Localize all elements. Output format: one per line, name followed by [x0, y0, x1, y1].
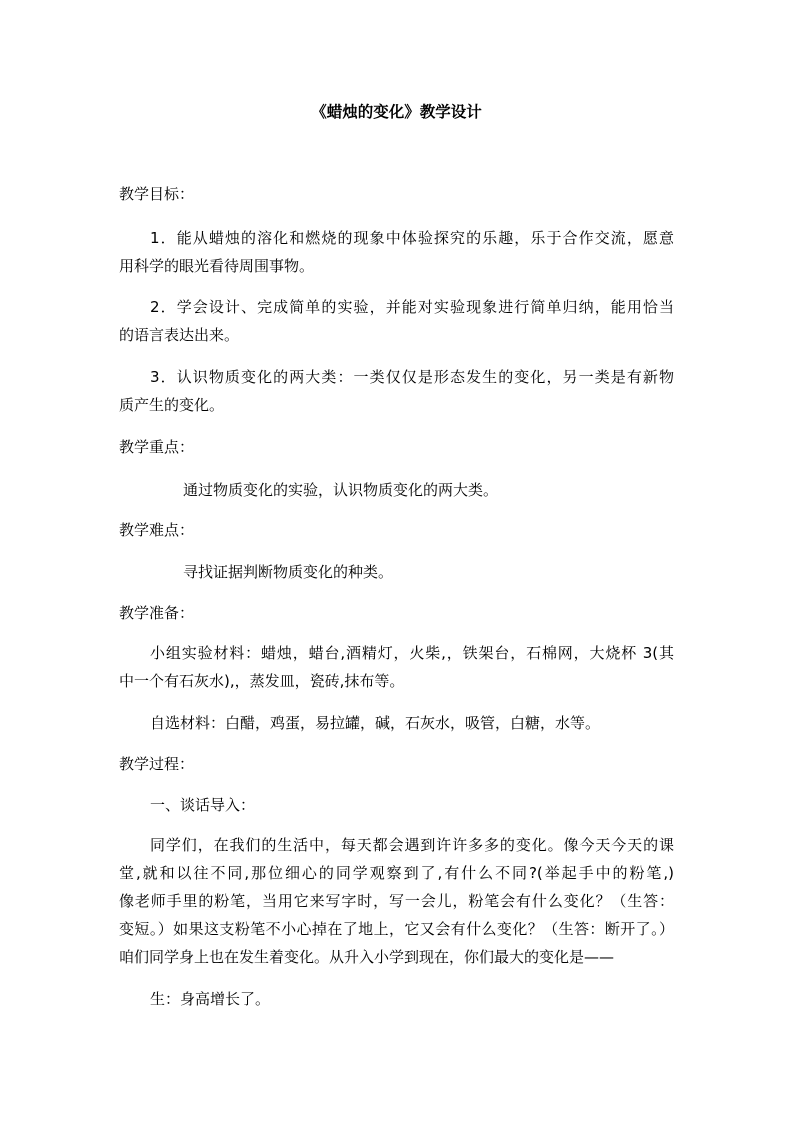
- objectives-heading: 教学目标：: [119, 185, 195, 203]
- process-para-line-5: 咱们同学身上也在发生着变化。从升入小学到现在，你们最大的变化是——: [119, 948, 615, 966]
- process-para-line-2: 堂,就和以往不同,那位细心的同学观察到了,有什么不同?(举起手中的粉笔,): [119, 864, 674, 882]
- preparation-group-line-1: 小组实验材料：蜡烛，蜡台,酒精灯，火柴,，铁架台，石棉网，大烧杯 3(其: [150, 644, 674, 662]
- objective-1-line-1: 1．能从蜡烛的溶化和燃烧的现象中体验探究的乐趣，乐于合作交流，愿意: [150, 229, 674, 247]
- preparation-heading: 教学准备：: [119, 604, 195, 622]
- difficulties-heading: 教学难点：: [119, 521, 195, 539]
- process-para-line-3: 像老师手里的粉笔，当用它来写字时，写一会儿，粉笔会有什么变化？（生答：: [119, 892, 674, 910]
- objective-3-line-2: 质产生的变化。: [119, 396, 225, 414]
- key-points-heading: 教学重点：: [119, 438, 195, 456]
- process-para-line-1: 同学们，在我们的生活中，每天都会遇到许许多多的变化。像今天今天的课: [150, 836, 674, 854]
- objective-2-line-2: 的语言表达出来。: [119, 326, 240, 344]
- preparation-optional: 自选材料：白醋，鸡蛋，易拉罐，碱，石灰水，吸管，白糖，水等。: [150, 714, 601, 732]
- process-heading: 教学过程：: [119, 755, 195, 773]
- process-step-1: 一、谈话导入：: [150, 796, 256, 814]
- key-points-text: 通过物质变化的实验，认识物质变化的两大类。: [183, 481, 499, 499]
- process-para-line-4: 变短。）如果这支粉笔不小心掉在了地上，它又会有什么变化？（生答：断开了。）: [119, 920, 674, 938]
- objective-3-line-1: 3．认识物质变化的两大类：一类仅仅是形态发生的变化，另一类是有新物: [150, 368, 674, 386]
- objective-1-line-2: 用科学的眼光看待周围事物。: [119, 257, 315, 275]
- difficulties-text: 寻找证据判断物质变化的种类。: [183, 563, 394, 581]
- student-answer: 生：身高增长了。: [150, 990, 271, 1008]
- preparation-group-line-2: 中一个有石灰水),，蒸发皿，瓷砖,抹布等。: [119, 672, 405, 690]
- document-title: 《蜡烛的变化》教学设计: [311, 103, 482, 121]
- objective-2-line-1: 2．学会设计、完成简单的实验，并能对实验现象进行简单归纳，能用恰当: [150, 298, 674, 316]
